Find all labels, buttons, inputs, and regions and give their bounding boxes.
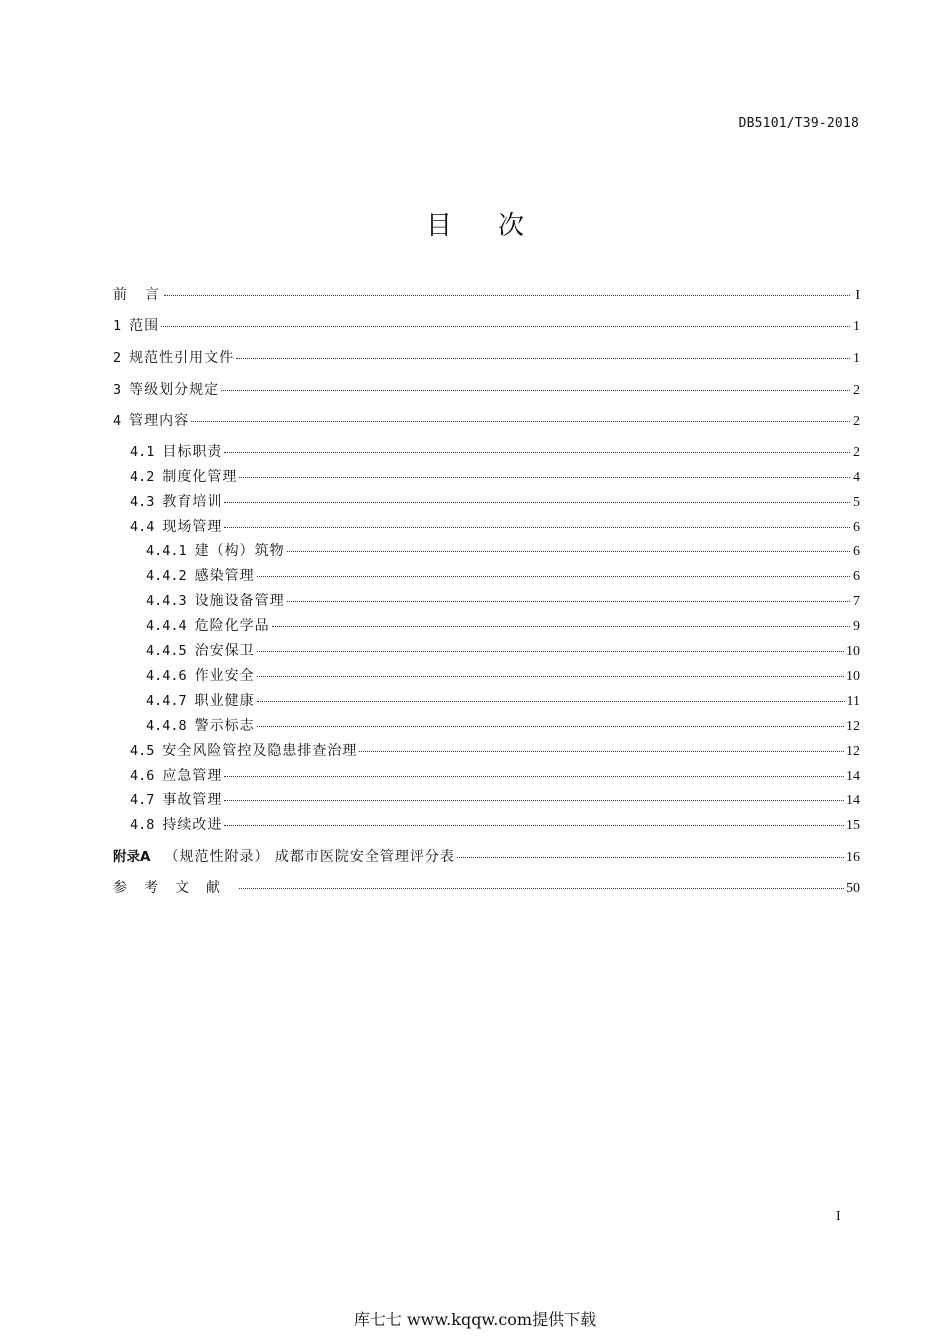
leader-dots: [236, 358, 850, 359]
toc-entry-4-8[interactable]: [113, 814, 860, 836]
leader-dots: [239, 888, 844, 889]
toc-entry-page: 14: [846, 793, 860, 808]
toc-entry-4-4[interactable]: [113, 516, 860, 538]
leader-dots: [224, 825, 844, 826]
toc-entry-number: 4.2: [130, 469, 155, 485]
toc-entry-page: 11: [846, 694, 860, 709]
toc-entry-page: 15: [846, 818, 860, 833]
toc-entry-4-4-4[interactable]: [113, 615, 860, 637]
toc-entry-label: 建（构）筑物: [194, 543, 285, 559]
toc-entry-label: 现场管理: [162, 519, 223, 535]
toc-entry-4-4-8[interactable]: [113, 715, 860, 737]
toc-entry-label: 前 言: [113, 287, 162, 303]
toc-entry-number: 4.5: [130, 743, 155, 759]
toc-entry-page: 14: [846, 769, 860, 784]
leader-dots: [191, 421, 850, 422]
toc-entry-4[interactable]: [113, 410, 860, 432]
leader-dots: [224, 800, 844, 801]
toc-entry-label: 设施设备管理: [194, 593, 285, 609]
leader-dots: [257, 676, 844, 677]
toc-entry-number: 3: [113, 382, 122, 398]
toc-entry-4-1[interactable]: [113, 441, 860, 463]
toc-entry-4-4-2[interactable]: [113, 565, 860, 587]
leader-dots: [164, 295, 850, 296]
toc-entry-label: 安全风险管控及隐患排查治理: [162, 743, 358, 759]
toc-entry-label: 危险化学品: [194, 618, 270, 634]
leader-dots: [224, 776, 844, 777]
toc-title-right: 次: [498, 211, 525, 241]
toc-entry-appendix-a[interactable]: [113, 845, 860, 867]
toc-entry-label: 治安保卫: [194, 643, 255, 659]
toc-entry-number: 4.6: [130, 768, 155, 784]
toc-entry-label: 制度化管理: [162, 469, 238, 485]
toc-title: [0, 205, 950, 242]
toc-entry-4-4-5[interactable]: [113, 640, 860, 662]
toc-entry-4-4-1[interactable]: [113, 540, 860, 562]
toc-entry-3[interactable]: [113, 379, 860, 401]
toc-entry-label: 职业健康: [194, 693, 255, 709]
toc-entry-page: I: [855, 288, 860, 303]
toc-entry-label: 范围: [129, 318, 160, 334]
toc-entry-4-5[interactable]: [113, 740, 860, 762]
leader-dots: [224, 452, 850, 453]
toc-entry-page: 1: [853, 319, 860, 334]
toc-entry-label: 持续改进: [162, 817, 223, 833]
toc-entry-label: 目标职责: [162, 444, 223, 460]
document-code: DB5101/T39-2018: [738, 116, 859, 131]
toc-entry-page: 12: [846, 744, 860, 759]
toc-entry-number: 4.4.2: [146, 568, 187, 584]
toc-entry-number: 4.3: [130, 494, 155, 510]
leader-dots: [224, 527, 850, 528]
toc-entry-number: 4.7: [130, 792, 155, 808]
toc-entry-4-4-7[interactable]: [113, 690, 860, 712]
leader-dots: [272, 626, 850, 627]
page-number: I: [836, 1209, 841, 1224]
toc-entry-page: 10: [846, 644, 860, 659]
toc-entry-page: 16: [846, 850, 860, 865]
toc-entry-number: 4.4.4: [146, 618, 187, 634]
toc-entry-label: 管理内容: [129, 413, 190, 429]
toc-entry-number: 4.4.1: [146, 543, 187, 559]
toc-entry-number: 4.1: [130, 444, 155, 460]
toc-entry-number: 4.4.6: [146, 668, 187, 684]
leader-dots: [287, 601, 850, 602]
toc-entry-number: 4: [113, 413, 122, 429]
leader-dots: [221, 390, 850, 391]
leader-dots: [257, 726, 844, 727]
toc-entry-number: 2: [113, 350, 122, 366]
toc-entry-label: 警示标志: [194, 718, 255, 734]
toc-entry-label: 感染管理: [194, 568, 255, 584]
toc-entry-page: 6: [853, 544, 860, 559]
leader-dots: [239, 477, 850, 478]
leader-dots: [359, 751, 844, 752]
toc-entry-references[interactable]: [113, 877, 860, 899]
toc-entry-label: 作业安全: [194, 668, 255, 684]
toc-entry-label: 应急管理: [162, 768, 223, 784]
toc-entry-foreword[interactable]: [113, 284, 860, 306]
toc-entry-number: 4.4.3: [146, 593, 187, 609]
leader-dots: [161, 326, 850, 327]
leader-dots: [257, 701, 845, 702]
toc-title-left: 目: [425, 211, 452, 241]
toc-entry-number: 4.4.8: [146, 718, 187, 734]
leader-dots: [224, 502, 850, 503]
toc-entry-page: 1: [853, 351, 860, 366]
toc-entry-4-2[interactable]: [113, 466, 860, 488]
toc-entry-page: 4: [853, 470, 860, 485]
toc-entry-number: 1: [113, 318, 122, 334]
toc-entry-label: 参考文献: [113, 880, 237, 896]
toc-entry-label: 规范性引用文件: [129, 350, 235, 366]
toc-entry-page: 6: [853, 520, 860, 535]
toc-entry-page: 7: [853, 594, 860, 609]
toc-entry-page: 2: [853, 383, 860, 398]
leader-dots: [287, 551, 850, 552]
leader-dots: [457, 857, 844, 858]
toc-entry-page: 12: [846, 719, 860, 734]
toc-entry-number: 附录A: [113, 849, 151, 865]
toc-entry-page: 5: [853, 495, 860, 510]
toc-entry-number: 4.4.7: [146, 693, 187, 709]
toc-entry-4-3[interactable]: [113, 491, 860, 513]
toc-entry-page: 9: [853, 619, 860, 634]
toc-entry-number: 4.4: [130, 519, 155, 535]
toc-entry-page: 10: [846, 669, 860, 684]
toc-entry-4-6[interactable]: [113, 765, 860, 787]
toc-entry-page: 50: [846, 881, 860, 896]
toc-entry-4-7[interactable]: [113, 789, 860, 811]
toc-entry-2[interactable]: [113, 347, 860, 369]
toc-entry-page: 2: [853, 445, 860, 460]
footer-download-notice: 库七七 www.kqqw.com提供下载: [353, 1310, 597, 1329]
toc-entry-label: 等级划分规定: [129, 382, 220, 398]
toc-entry-4-4-3[interactable]: [113, 590, 860, 612]
toc-entry-page: 2: [853, 414, 860, 429]
toc-entry-page: 6: [853, 569, 860, 584]
toc-entry-label: 教育培训: [162, 494, 223, 510]
toc-entry-label: 事故管理: [162, 792, 223, 808]
toc-entry-number: 4.4.5: [146, 643, 187, 659]
leader-dots: [257, 576, 850, 577]
leader-dots: [257, 651, 844, 652]
toc-entry-number: 4.8: [130, 817, 155, 833]
toc-entry-4-4-6[interactable]: [113, 665, 860, 687]
toc-entry-label: （规范性附录） 成都市医院安全管理评分表: [164, 849, 455, 865]
toc-entry-1[interactable]: [113, 315, 860, 337]
